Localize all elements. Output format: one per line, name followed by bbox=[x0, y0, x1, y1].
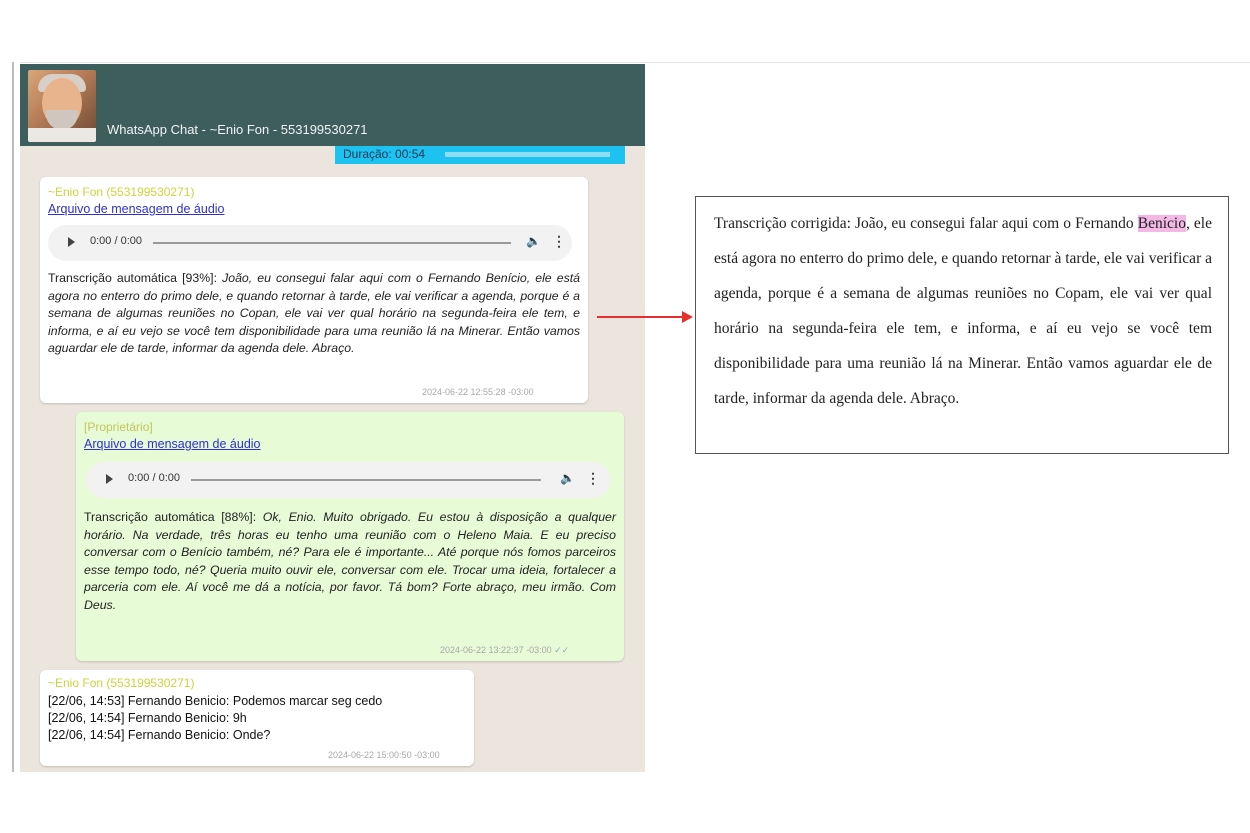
transcription-body: Ok, Enio. Muito obrigado. Eu estou à disposição a qualquer horário. Na verdade, três horas eu tenho uma reunião com o Heleno Maia. E eu preciso conversar com o Benício também, né? Para ele é importante... Até porque nós fomos parceiros esse tempo todo, né? Queria muito ouvir ele, conversar com ele. Trocar uma ideia, fortalecer a parceria com ele. Aí você me dá a notícia, por favor. Tá bom? Forte abraço, meu irmão. Com Deus. bbox=[84, 510, 616, 612]
audio-player[interactable] bbox=[86, 462, 610, 498]
corrected-text-before: Transcrição corrigida: João, eu consegui falar aqui com o Fernando bbox=[714, 215, 1138, 232]
message-bubble-incoming bbox=[40, 177, 588, 403]
chat-window bbox=[20, 64, 645, 772]
more-vertical-icon[interactable]: ⋮ bbox=[552, 233, 566, 249]
audio-file-link[interactable]: Arquivo de mensagem de áudio bbox=[48, 202, 225, 216]
message-bubble-outgoing bbox=[76, 412, 624, 661]
play-icon[interactable] bbox=[106, 474, 113, 484]
volume-icon[interactable]: 🔈 bbox=[526, 234, 541, 248]
message-line: [22/06, 14:53] Fernando Benicio: Podemos marcar seg cedo bbox=[48, 694, 383, 708]
avatar-shirt bbox=[28, 128, 96, 142]
transcription-prefix: Transcrição automática [93%]: bbox=[48, 271, 223, 285]
audio-time: 0:00 / 0:00 bbox=[128, 472, 180, 484]
transcription-body: João, eu consegui falar aqui com o Fernando Benício, ele está agora no enterro do primo dele, e quando retornar à tarde, ele vai verificar a agenda, porque é a semana de algumas reuniões no Copan, ele vai ver qual horário na segunda-feira ele tem, e informa, e aí eu vejo se você tem disponibilidade para uma reunião lá na Minerar. Então vamos aguardar ele de tarde, informar da agenda dele. Abraço. bbox=[48, 271, 580, 355]
message-sender: ~Enio Fon (553199530271) bbox=[48, 676, 195, 690]
corrected-transcription-text bbox=[714, 206, 1212, 416]
page-left-border bbox=[12, 62, 14, 772]
corrected-text-after: , ele está agora no enterro do primo dele, e quando retornar à tarde, ele vai verificar a agenda, porque é a semana de algumas reuniões no Copam, ele vai ver qual horário na segunda-feira ele tem, e informa, e aí eu vejo se você tem disponibilidade para uma reunião lá na Minerar. Então vamos aguardar ele de tarde, informar da agenda dele. Abraço. bbox=[714, 215, 1212, 407]
more-vertical-icon[interactable]: ⋮ bbox=[586, 470, 600, 486]
chat-header bbox=[20, 64, 645, 146]
avatar-beard bbox=[46, 110, 78, 130]
audio-progress-track[interactable] bbox=[153, 242, 511, 244]
highlighted-name: Benício bbox=[1137, 215, 1186, 232]
page-divider bbox=[20, 62, 1250, 63]
audio-player[interactable] bbox=[48, 225, 572, 261]
message-sender: [Proprietário] bbox=[84, 420, 153, 434]
call-duration-bubble bbox=[335, 146, 625, 164]
transcription-prefix: Transcrição automática [88%]: bbox=[84, 510, 263, 524]
chat-title: WhatsApp Chat - ~Enio Fon - 553199530271 bbox=[107, 122, 368, 137]
audio-file-link[interactable]: Arquivo de mensagem de áudio bbox=[84, 437, 261, 451]
audio-progress-track[interactable] bbox=[191, 479, 541, 481]
message-timestamp: 2024-06-22 15:00:50 -03:00 bbox=[328, 750, 440, 760]
message-timestamp: 2024-06-22 12:55:28 -03:00 bbox=[422, 387, 534, 397]
transcription-text bbox=[48, 270, 580, 358]
message-timestamp bbox=[440, 645, 569, 656]
timestamp-text: 2024-06-22 13:22:37 -03:00 bbox=[440, 645, 552, 655]
message-lines bbox=[48, 693, 468, 744]
volume-icon[interactable]: 🔈 bbox=[560, 471, 575, 485]
avatar[interactable] bbox=[28, 70, 96, 142]
audio-time: 0:00 / 0:00 bbox=[90, 235, 142, 247]
annotation-arrow-line bbox=[597, 316, 683, 318]
call-duration-label: Duração: 00:54 bbox=[343, 147, 426, 161]
message-line: [22/06, 14:54] Fernando Benicio: Onde? bbox=[48, 728, 271, 742]
double-check-icon: ✓✓ bbox=[554, 645, 570, 655]
message-line: [22/06, 14:54] Fernando Benicio: 9h bbox=[48, 711, 247, 725]
play-icon[interactable] bbox=[68, 237, 75, 247]
transcription-text bbox=[84, 509, 616, 614]
annotation-arrow-head bbox=[682, 311, 693, 323]
corrected-transcription-box bbox=[695, 196, 1229, 454]
message-bubble-incoming bbox=[40, 670, 474, 766]
message-sender: ~Enio Fon (553199530271) bbox=[48, 185, 195, 199]
call-duration-bar bbox=[445, 152, 610, 157]
